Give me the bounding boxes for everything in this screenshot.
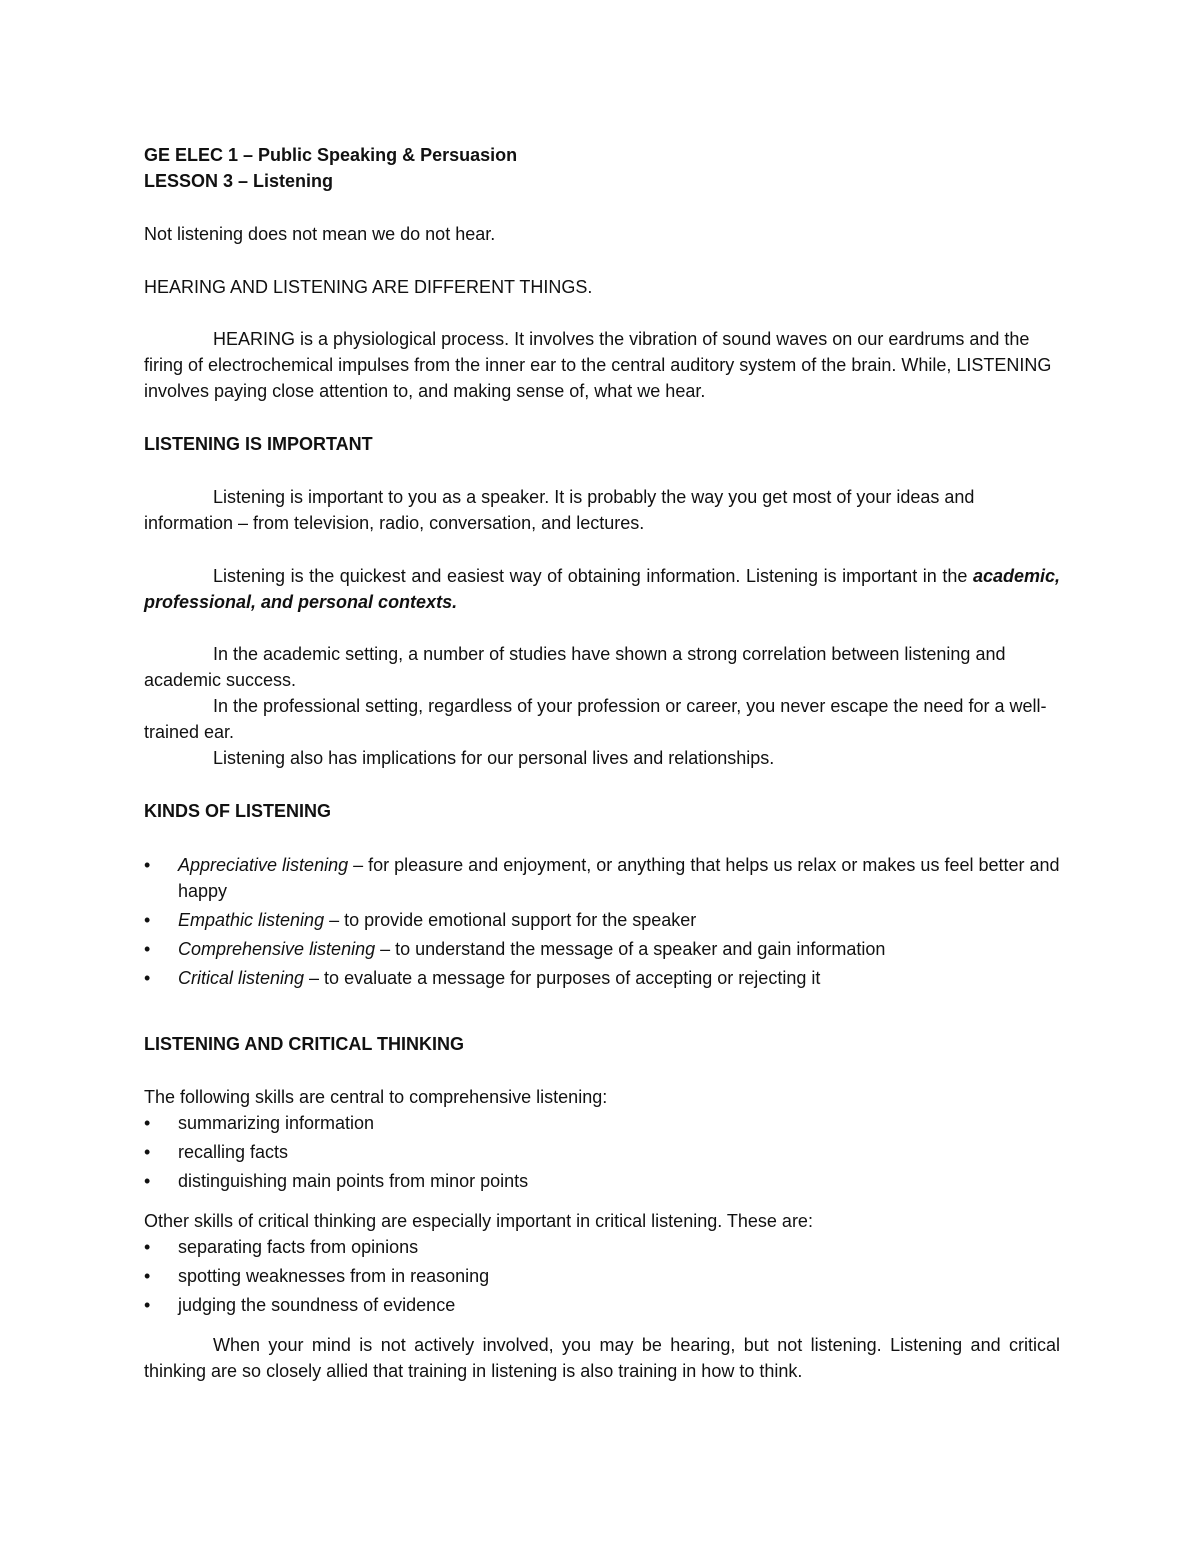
course-title: GE ELEC 1 – Public Speaking & Persuasion — [144, 145, 518, 165]
contexts-emphasis: academic, professional, and personal contexts. — [144, 566, 1060, 612]
list-item: • recalling facts — [144, 1139, 1060, 1165]
kind-desc: – to understand the message of a speaker and gain information — [375, 939, 886, 959]
kinds-heading: KINDS OF LISTENING — [144, 801, 332, 821]
list-item — [144, 936, 1060, 962]
importance-paragraph-1: Listening is important to you as a speaker. It is probably the way you get most of your ideas and information – from television, radio, conversation, and lectures. — [144, 487, 975, 533]
list-item — [144, 852, 1060, 904]
kind-desc: – to evaluate a message for purposes of accepting or rejecting it — [304, 968, 821, 988]
list-item: • spotting weaknesses from in reasoning — [144, 1263, 1060, 1289]
kind-desc: – to provide emotional support for the speaker — [324, 910, 697, 930]
intro-line-2: HEARING AND LISTENING ARE DIFFERENT THINGS. — [144, 277, 593, 297]
importance-paragraph-3: In the academic setting, a number of studies have shown a strong correlation between listening and academic success. — [144, 644, 1006, 690]
kinds-list — [144, 852, 1060, 991]
document-content — [144, 142, 1060, 1384]
critical-intro-1: The following skills are central to comprehensive listening: — [144, 1087, 608, 1107]
list-item: • distinguishing main points from minor points — [144, 1168, 1060, 1194]
list-item: • separating facts from opinions — [144, 1234, 1060, 1260]
kind-desc: – for pleasure and enjoyment, or anything that helps us relax or makes us feel better and happy — [178, 855, 1060, 901]
lesson-title: LESSON 3 – Listening — [144, 171, 334, 191]
importance-paragraph-5: Listening also has implications for our personal lives and relationships. — [213, 748, 775, 768]
critical-skills-list — [144, 1234, 1060, 1318]
importance-paragraph-4: In the professional setting, regardless of your profession or career, you never escape the need for a well-trained ear. — [144, 696, 1047, 742]
importance-paragraph-2-text: Listening is the quickest and easiest way of obtaining information. Listening is important in the — [213, 566, 973, 586]
kind-term: Appreciative listening — [178, 855, 349, 875]
critical-intro-2: Other skills of critical thinking are especially important in critical listening. These are: — [144, 1211, 813, 1231]
closing-paragraph: When your mind is not actively involved, you may be hearing, but not listening. Listening and critical thinking are so closely allied that training in listening is also training in how to think. — [144, 1335, 1060, 1381]
list-item — [144, 907, 1060, 933]
importance-paragraph-2 — [144, 563, 1060, 615]
hearing-paragraph: HEARING is a physiological process. It involves the vibration of sound waves on our eardrums and the firing of electrochemical impulses from the inner ear to the central auditory system of the brain. While, LISTENING involves paying close attention to, and making sense of, what we hear. — [144, 329, 1052, 401]
kind-term: Critical listening — [178, 968, 305, 988]
intro-line-1: Not listening does not mean we do not hear. — [144, 224, 496, 244]
critical-heading: LISTENING AND CRITICAL THINKING — [144, 1034, 464, 1054]
list-item: • judging the soundness of evidence — [144, 1292, 1060, 1318]
kind-term: Empathic listening — [178, 910, 325, 930]
list-item — [144, 965, 1060, 991]
comprehensive-skills-list — [144, 1110, 1060, 1194]
list-item: • summarizing information — [144, 1110, 1060, 1136]
importance-heading: LISTENING IS IMPORTANT — [144, 434, 373, 454]
kind-term: Comprehensive listening — [178, 939, 376, 959]
